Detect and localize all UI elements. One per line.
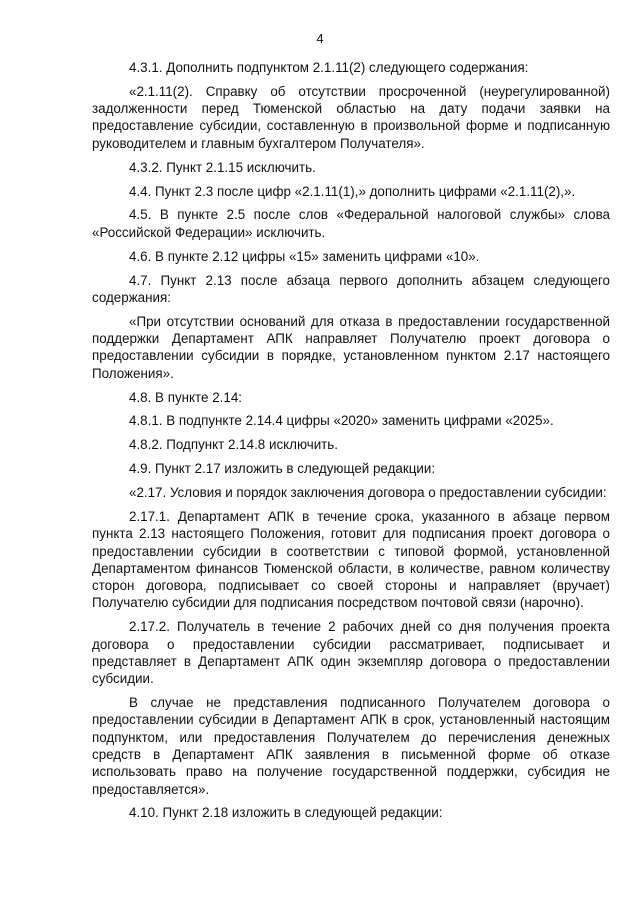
paragraph-4-10: 4.10. Пункт 2.18 изложить в следующей редакции: [129, 805, 443, 821]
page-number: 4 [316, 31, 324, 46]
paragraph-4-8-2: 4.8.2. Подпункт 2.14.8 исключить. [129, 437, 338, 453]
paragraph-4-8: 4.8. В пункте 2.14: [129, 389, 242, 405]
paragraph-4-3-1: 4.3.1. Дополнить подпунктом 2.1.11(2) следующего содержания: [129, 60, 529, 75]
paragraph-4-4: 4.4. Пункт 2.3 после цифр «2.1.11(1),» дополнить цифрами «2.1.11(2),». [129, 183, 576, 199]
paragraph-2-17-2-case: В случае не представления подписанного Получателем договора о предоставлении субсидии в Департамент АПК в срок, установленный настоящим подпунктом, или предоставления Получателем до перечисления денежных средств в Департамент АПК заявления в письменной форме об отказе использовать право на получение государственной поддержки, субсидия не предоставляется». [92, 695, 610, 797]
paragraph-2-1-11-2-text: «2.1.11(2). Справку об отсутствии просроченной (неурегулированной) задолженности перед Тюменской областью на дату подачи заявки на предоставление субсидии, составленную в произвольной форме и подписанную руководителем и главным бухгалтером Получателя». [92, 83, 610, 151]
paragraph-4-7: 4.7. Пункт 2.13 после абзаца первого дополнить абзацем следующего содержания: [92, 272, 610, 305]
paragraph-2-17-1: 2.17.1. Департамент АПК в течение срока, указанного в абзаце первом пункта 2.13 настоящего Положения, готовит для подписания проект договора о предоставлении субсидии в соответствии с типовой формой, установленной Департаментом финансов Тюменской области, в количестве, равном количеству сторон договора, подписывает со своей стороны и направляет (вручает) Получателю субсидии для подписания посредством почтовой связи (нарочно). [92, 508, 610, 611]
paragraph-2-17-2: 2.17.2. Получатель в течение 2 рабочих дней со дня получения проекта договора о предоставлении субсидии рассматривает, подписывает и представляет в Департамент АПК один экземпляр договора о предоставлении субсидии. [92, 619, 610, 687]
document-body [92, 59, 610, 828]
paragraph-4-6: 4.6. В пункте 2.12 цифры «15» заменить цифрами «10». [129, 248, 480, 264]
paragraph-4-5: 4.5. В пункте 2.5 после слов «Федеральной налоговой службы» слова «Российской Федерации» исключить. [92, 207, 610, 240]
paragraph-4-8-1: 4.8.1. В подпункте 2.14.4 цифры «2020» заменить цифрами «2025». [129, 413, 554, 429]
paragraph-2-17: «2.17. Условия и порядок заключения договора о предоставлении субсидии: [129, 485, 607, 501]
paragraph-4-9: 4.9. Пункт 2.17 изложить в следующей редакции: [129, 461, 436, 477]
paragraph-4-3-2: 4.3.2. Пункт 2.1.15 исключить. [129, 159, 316, 175]
paragraph-4-7-quote: «При отсутствии оснований для отказа в предоставлении государственной поддержки Департамент АПК направляет Получателю проект договора о предоставлении субсидии в порядке, установленном пунктом 2.17 настоящего Положения». [92, 313, 610, 381]
